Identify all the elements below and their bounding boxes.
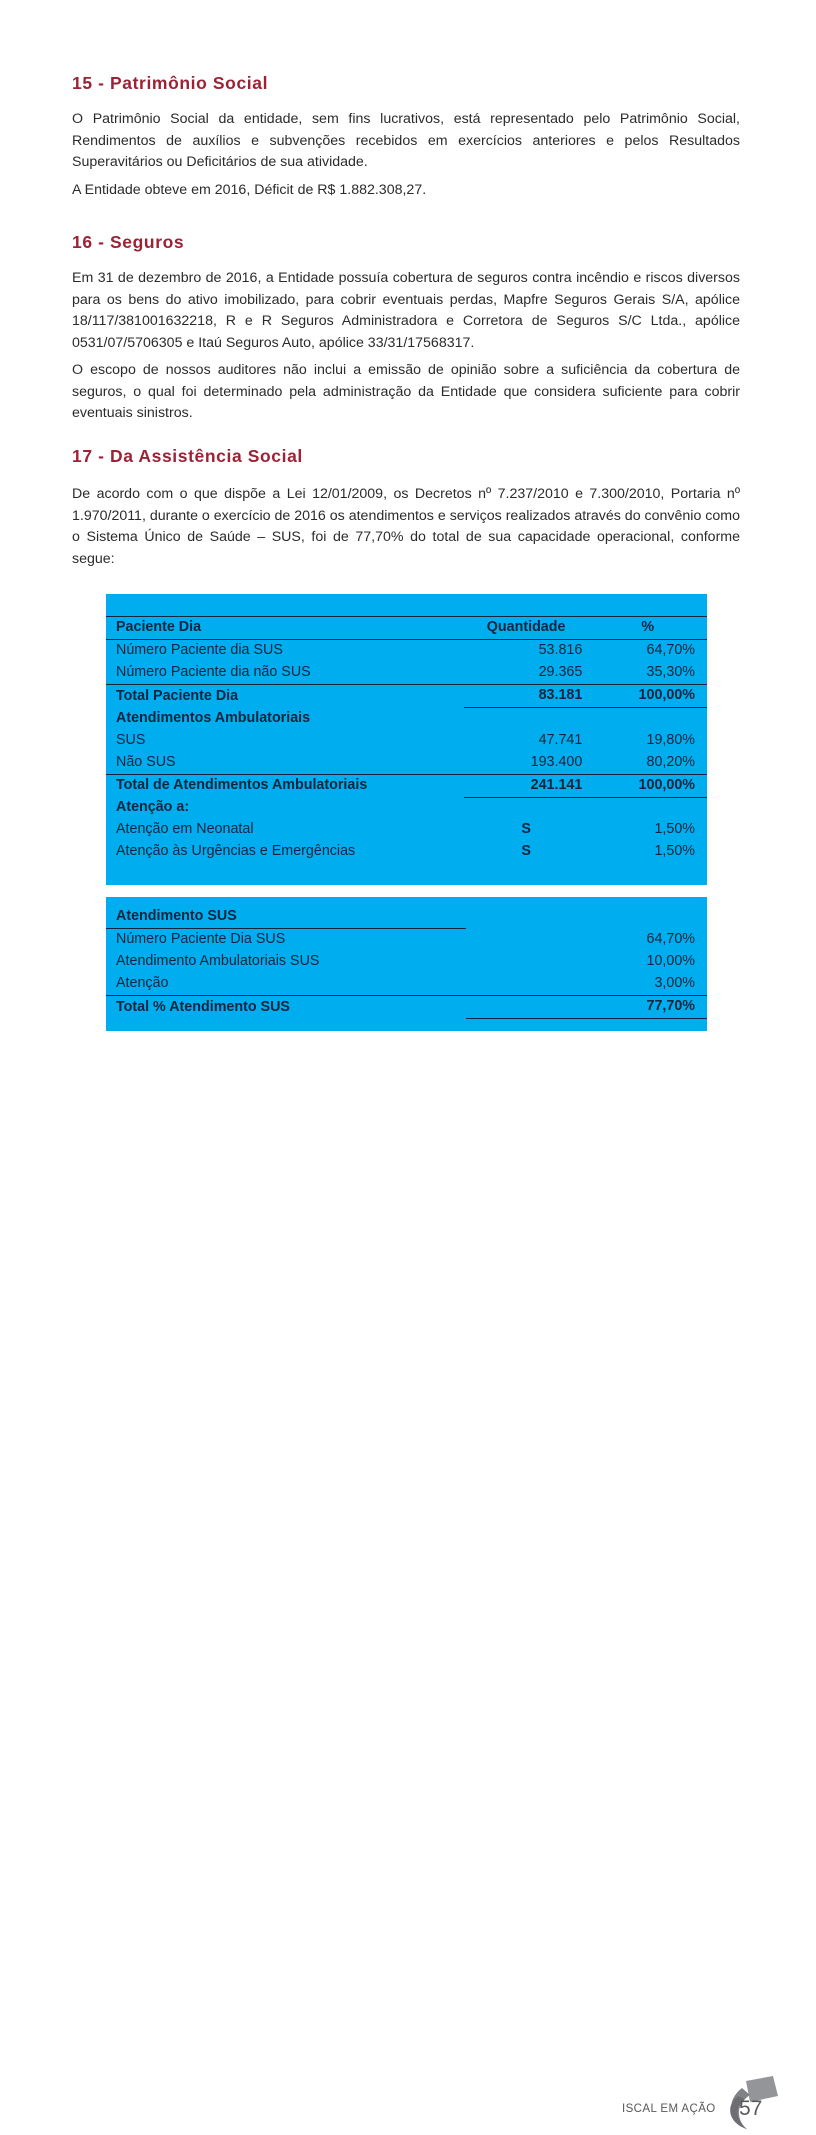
row-percent: 100,00% (598, 774, 707, 797)
row-percent: 10,00% (646, 953, 695, 969)
table-header-row (106, 617, 707, 640)
row-percent: 64,70% (646, 931, 695, 947)
row-percent: 3,00% (596, 973, 707, 996)
row-label: Atenção às Urgências e Emergências (116, 843, 356, 859)
row-percent: 1,50% (654, 843, 695, 859)
row-quantity: S (521, 843, 531, 859)
table-row (106, 752, 707, 775)
row-quantity: 53.816 (464, 640, 598, 663)
sus-summary-table (106, 906, 707, 1019)
section-16-paragraph-2: O escopo de nossos auditores não inclui a emissão de opinião sobre a suficiência da cobertura de seguros, o qual foi determinado pela administração da Entidade que considera suficiente para cobrir eventuais sinistros. (72, 362, 740, 421)
page-footer (0, 1040, 816, 2120)
column-header-quantity: Quantidade (486, 619, 566, 635)
table-total-row (106, 685, 707, 708)
row-percent (598, 797, 707, 819)
row-label: Atendimento Ambulatoriais SUS (116, 953, 320, 969)
section-heading-15: 15 - Patrimônio Social (72, 73, 269, 93)
sus-total-row (106, 996, 707, 1019)
table-total-row (106, 774, 707, 797)
table-subheader-row (106, 708, 707, 730)
table-row (106, 929, 707, 952)
row-label: Número Paciente dia não SUS (116, 664, 311, 680)
table-subheader-row (106, 797, 707, 819)
table-row (106, 841, 707, 863)
column-header-percent: % (641, 619, 655, 635)
row-quantity (464, 708, 598, 730)
sus-column-header: Atendimento SUS (106, 906, 466, 929)
rule-segment-percent (598, 602, 707, 617)
table-bottom-spacer (106, 863, 707, 879)
row-label: Atenção a: (116, 799, 190, 815)
patient-statistics-table-panel (106, 594, 707, 885)
row-percent: 1,50% (654, 821, 695, 837)
row-label: Total de Atendimentos Ambulatoriais (106, 774, 464, 797)
row-label: Não SUS (116, 753, 176, 770)
section-15-paragraph-2: A Entidade obteve em 2016, Déficit de R$ 1.882.308,27. (72, 182, 427, 198)
page-number: 57 (739, 2097, 763, 2120)
section-16-paragraph-1: Em 31 de dezembro de 2016, a Entidade possuía cobertura de seguros contra incêndio e riscos diversos para os bens do ativo imobilizado, para cobrir eventuais perdas, Mapfre Seguros Gerais S/A, apólice 18/117/381001632218, R e R Seguros Administradora e Corretora de Seguros S/C Ltda., apólice 0531/07/5706305 e Itaú Seguros Auto, apólice 33/31/17568317. (72, 270, 740, 351)
row-percent (598, 708, 707, 730)
sus-header-row (106, 906, 707, 929)
row-label: Total % Atendimento SUS (116, 998, 290, 1015)
row-label: Total Paciente Dia (106, 685, 464, 708)
patient-statistics-table (106, 602, 707, 879)
row-quantity: S (521, 821, 531, 837)
row-label: Atenção em Neonatal (116, 821, 254, 837)
row-quantity: 83.181 (464, 685, 598, 708)
column-header-label: Paciente Dia (116, 619, 202, 635)
row-quantity (464, 797, 598, 819)
table-top-rule-row (106, 602, 707, 617)
table-row (106, 640, 707, 663)
row-percent: 19,80% (646, 731, 695, 748)
section-15-paragraph-1: O Patrimônio Social da entidade, sem fins lucrativos, está representado pelo Patrimônio Social, Rendimentos de auxílios e subvenções recebidos em exercícios anteriores e pelos Resultados Superavitários ou Deficitários de sua atividade. (72, 111, 740, 170)
table-row (106, 973, 707, 996)
row-percent: 100,00% (598, 685, 707, 708)
footer-brand-text: ISCAL EM AÇÃO (622, 2103, 716, 2115)
row-quantity: 29.365 (538, 664, 583, 680)
row-quantity: 47.741 (538, 731, 583, 748)
row-percent: 77,70% (596, 996, 707, 1019)
section-heading-16: 16 - Seguros (72, 232, 185, 252)
table-row (106, 730, 707, 752)
row-label: Número Paciente Dia SUS (116, 931, 286, 947)
row-label: Atenção (106, 973, 466, 996)
row-label: Número Paciente dia SUS (106, 640, 464, 663)
row-label: SUS (116, 731, 146, 748)
row-percent: 64,70% (598, 640, 707, 663)
sus-summary-table-panel (106, 897, 707, 1031)
table-row (106, 819, 707, 841)
row-label: Atendimentos Ambulatoriais (116, 709, 311, 726)
section-heading-17: 17 - Da Assistência Social (72, 446, 303, 466)
table-row (106, 662, 707, 685)
rule-segment-label (106, 602, 464, 617)
row-percent: 80,20% (646, 753, 695, 770)
table-row (106, 951, 707, 973)
row-percent: 35,30% (646, 664, 695, 680)
section-17-paragraph-1: De acordo com o que dispõe a Lei 12/01/2009, os Decretos nº 7.237/2010 e 7.300/2010, Portaria nº 1.970/2011, durante o exercício de 2016 os atendimentos e serviços realizados através do convênio como o Sistema Único de Saúde – SUS, foi de 77,70% do total de sua capacidade operacional, conforme segue: (72, 486, 740, 567)
row-quantity: 241.141 (464, 774, 598, 797)
rule-segment-quantity (464, 602, 598, 617)
row-quantity: 193.400 (530, 753, 583, 770)
